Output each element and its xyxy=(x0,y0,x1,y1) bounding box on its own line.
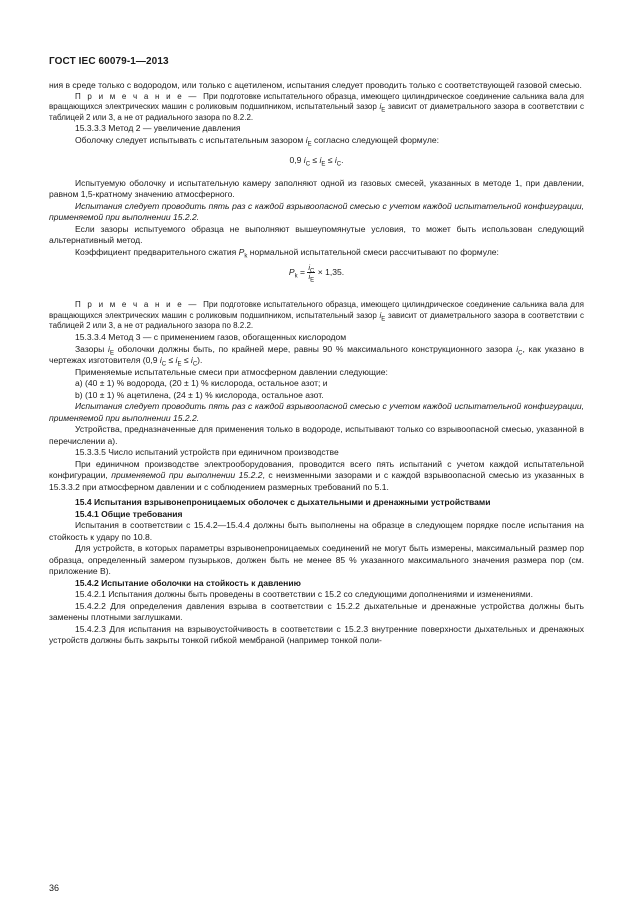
clause-15-4-2-2: 15.4.2.2 Для определения давления взрыва в соответствии с 15.2.2 дыхательные и дренажные устройства должны быть заменены плотными заглушками. xyxy=(49,600,584,623)
paragraph-tests-five-times: Испытания следует проводить пять раз с каждой взрывоопасной смесью с учетом каждой испытательной конфигурации, применяемой при выполнении 15.2.2. xyxy=(49,200,584,223)
paragraph-precompression: Коэффициент предварительного сжатия $P_k$ нормальной испытательной смеси рассчитывают по формуле: xyxy=(75,246,499,260)
paragraph-gaps-90: Зазоры $i_E$ оболочки должны быть, по крайней мере, равны 90 % максимального конструкционного зазора $i_C$, как указано в чертежах изготовителя (0,9 $i_C \le i_E \le i_C$). xyxy=(49,343,584,368)
note-2: П р и м е ч а н и е — При подготовке испытательного образца, имеющего цилиндрическое соединение сальника вала для вращающихся электрических машин с роликовым подшипником, испытательный зазор $i_E$ зависит от диаметрального зазора в соответствии с таблицей 2 или 3, а не от радиального зазора по 8.2.2. xyxy=(49,300,584,331)
running-header: ГОСТ IEC 60079-1—2013 xyxy=(49,56,169,67)
clause-15-4-2-1: 15.4.2.1 Испытания должны быть проведены в соответствии с 15.2 со следующими дополнениями и изменениями. xyxy=(75,589,533,600)
clause-15-3-3-5: 15.3.3.5 Число испытаний устройств при единичном производстве xyxy=(75,447,339,458)
subsection-heading-15-4-1: 15.4.1 Общие требования xyxy=(75,508,183,519)
paragraph-pore-size: Для устройств, в которых параметры взрывонепроницаемых соединений не могут быть измерены, максимальный размер пор образца, определенный замером пузырьков, должен быть не менее 85 % указанного максимального значения размера пор (см. приложение В). xyxy=(49,543,584,577)
page-body xyxy=(49,80,584,647)
subsection-heading-15-4-2: 15.4.2 Испытание оболочки на стойкость к давлению xyxy=(75,577,301,588)
paragraph-tests-five-times-2: Испытания следует проводить пять раз с каждой взрывоопасной смесью с учетом каждой испытательной конфигурации, применяемой при выполнении 15.2.2. xyxy=(49,401,584,423)
paragraph-hydrogen-only: Устройства, предназначенные для применения только в водороде, испытывают только со взрывоопасной смесью, указанной в перечислении а). xyxy=(49,424,584,446)
formula-gap-inequality: 0,9 $i_C \le i_E \le i_C$. xyxy=(289,155,344,168)
paragraph-mixtures-intro: Применяемые испытательные смеси при атмосферном давлении следующие: xyxy=(75,366,388,377)
paragraph-gap-rule: Оболочку следует испытывать с испытательным зазором $i_E$ согласно следующей формуле: xyxy=(75,134,439,148)
paragraph-fill-chamber: Испытуемую оболочку и испытательную камеру заполняют одной из газовых смесей, указанных в методе 1, при давлении, равном 1,5-кратному значению атмосферного. xyxy=(49,177,584,200)
list-item-a: a) (40 ± 1) % водорода, (20 ± 1) % кислорода, остальное азот; и xyxy=(75,378,328,389)
paragraph-test-order: Испытания в соответствии с 15.4.2—15.4.4 должны быть выполнены на образце в следующем порядке после испытания на стойкость к удару по 10.8. xyxy=(49,520,584,542)
list-item-b: b) (10 ± 1) % ацетилена, (24 ± 1) % кислорода, остальное азот. xyxy=(75,389,324,400)
note-1: П р и м е ч а н и е — При подготовке испытательного образца, имеющего цилиндрическое соединение сальника вала для вращающихся электрических машин с роликовым подшипником, испытательный зазор $i_E$ зависит от диаметрального зазора в соответствии с таблицей 2 или 3, а не от радиального зазора по 8.2.2. xyxy=(49,91,584,122)
paragraph-alternative-method: Если зазоры испытуемого образца не выполняют вышеупомянутые условия, то может быть использован следующий альтернативный метод. xyxy=(49,223,584,246)
clause-15-3-3-4: 15.3.3.4 Метод 3 — с применением газов, обогащенных кислородом xyxy=(75,332,347,343)
section-heading-15-4: 15.4 Испытания взрывонепроницаемых оболочек с дыхательными и дренажными устройствами xyxy=(75,497,491,508)
clause-15-4-2-3: 15.4.2.3 Для испытания на взрывоустойчивость в соответствии с 15.2.3 внутренние поверхности дыхательных и дренажных устройств должны быть закрыты тонкой гибкой мембраной (например тонкой поли- xyxy=(49,623,584,646)
paragraph-continuation: ния в среде только с водородом, или только с ацетиленом, испытания следует проводить только с соответствующей газовой смесью. xyxy=(49,80,582,90)
formula-precompression: $P_k$ = $\frac{i_C}{i_E}$ × 1,35. xyxy=(288,263,345,284)
page-number: 36 xyxy=(49,883,60,893)
clause-15-3-3-3: 15.3.3.3 Метод 2 — увеличение давления xyxy=(75,123,241,134)
fraction: $\frac{i_C}{i_E}$ xyxy=(308,263,315,284)
paragraph-single-production: При единичном производстве электрооборудования, проводится всего пять испытаний с учетом каждой испытательной конфигурации, применяемой при выполнении 15.2.2, с неизменными зазорами и с каждой взрывоопасной смесью из указанных в 15.3.3.2 при атмосферном давлении и с соблюдением размерных требований по 5.1. xyxy=(49,458,584,492)
